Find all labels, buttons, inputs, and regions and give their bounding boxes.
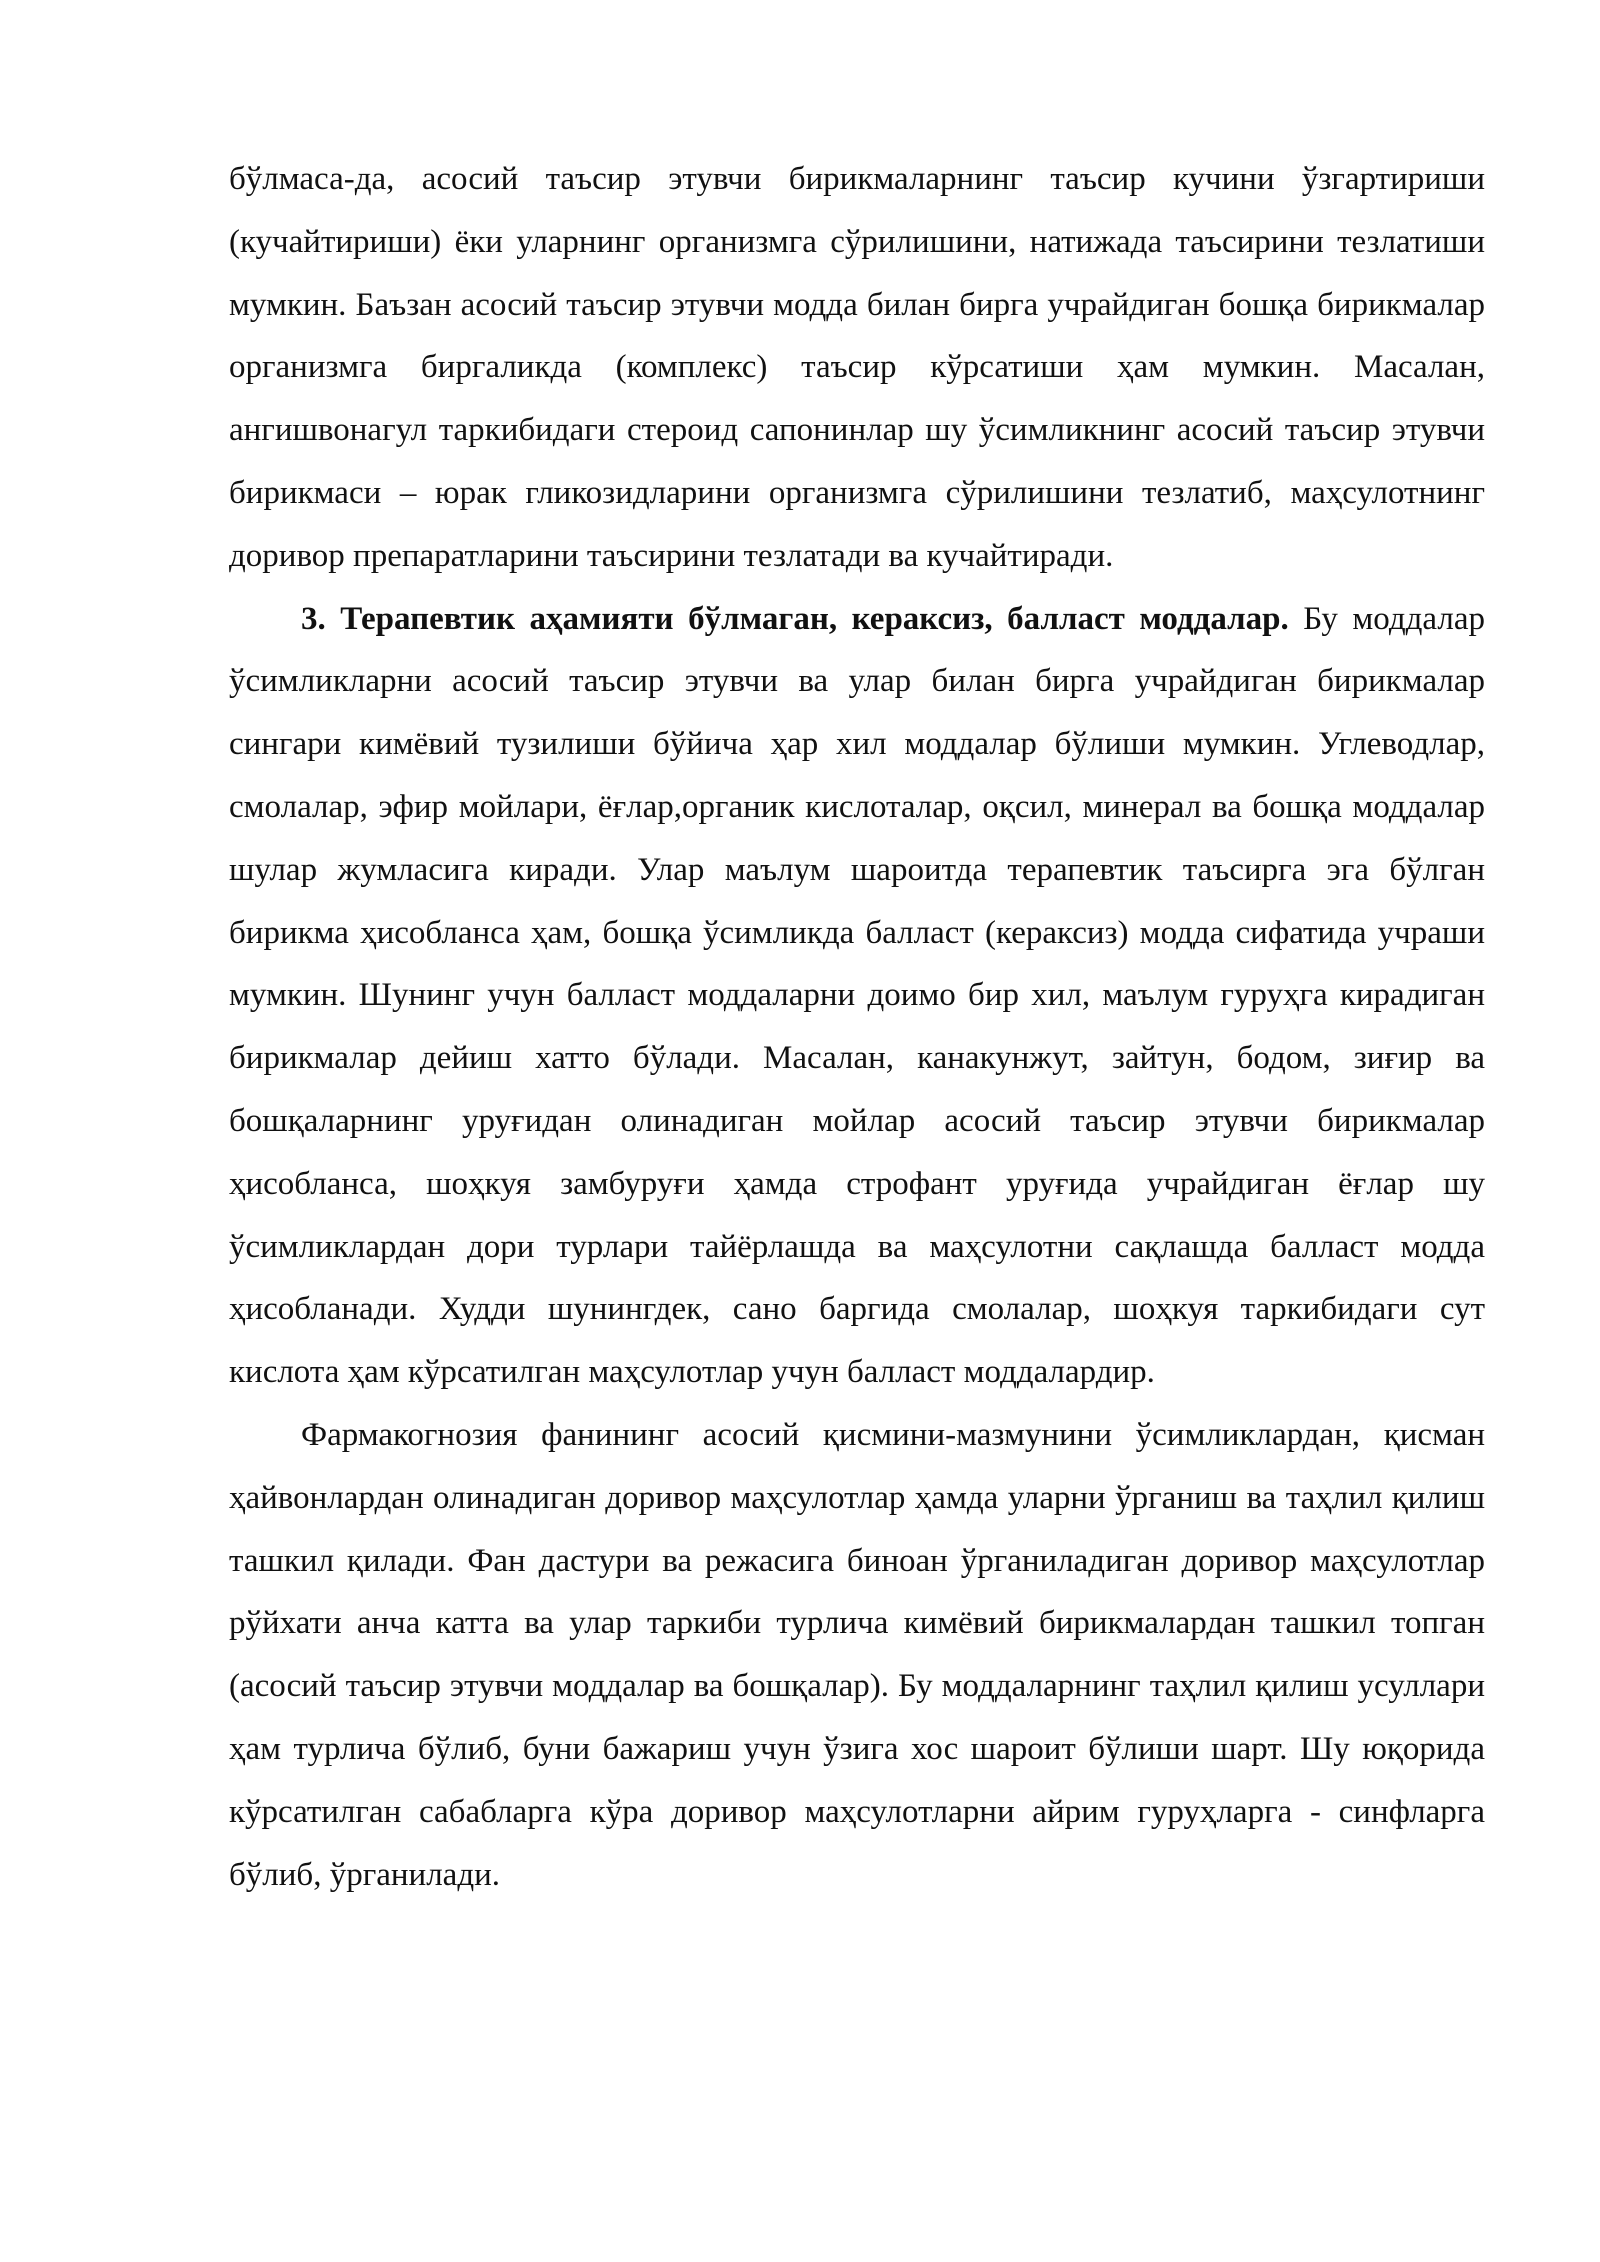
paragraph-pharmacognosy: Фармакогнозия фанининг асосий қисмини-мазмунини ўсимликлардан, қисман ҳайвонлардан олинадиган доривор маҳсулотлар ҳамда уларни ўрганиш ва таҳлил қилиш ташкил қилади. Фан дастури ва режасига биноан ўрганиладиган доривор маҳсулотлар рўйхати анча катта ва улар таркиби турлича кимёвий бирикмалардан ташкил топган (асосий таъсир этувчи моддалар ва бошқалар). Бу моддаларнинг таҳлил қилиш усуллари ҳам турлича бўлиб, буни бажариш учун ўзига хос шароит бўлиши шарт. Шу юқорида кўрсатилган сабабларга кўра доривор маҳсулотларни айрим гуруҳларга - синфларга бўлиб, ўрганилади. bbox=[229, 1416, 1485, 1893]
paragraph-continuation: бўлмаса-да, асосий таъсир этувчи бирикмаларнинг таъсир кучини ўзгартириши (кучайтириши) ёки уларнинг организмга сўрилишини, натижада таъсирини тезлатиши мумкин. Баъзан асосий таъсир этувчи модда билан бирга учрайдиган бошқа бирикмалар организмга биргаликда (комплекс) таъсир кўрсатиши ҳам мумкин. Масалан, ангишвонагул таркибидаги стероид сапонинлар шу ўсимликнинг асосий таъсир этувчи бирикмаси – юрак гликозидларини организмга сўрилишини тезлатиб, маҳсулотнинг доривор препаратларини таъсирини тезлатади ва кучайтиради. bbox=[229, 161, 1485, 574]
document-page bbox=[229, 148, 1485, 1906]
paragraph-ballast-substances bbox=[229, 588, 1485, 1404]
section-heading-3: 3. Терапевтик аҳамияти бўлмаган, кераксиз, балласт моддалар. bbox=[301, 600, 1289, 637]
paragraph-ballast-body: Бу моддалар ўсимликларни асосий таъсир этувчи ва улар билан бирга учрайдиган бирикмалар сингари кимёвий тузилиши бўйича ҳар хил моддалар бўлиши мумкин. Углеводлар, смолалар, эфир мойлари, ёғлар,органик кислоталар, оқсил, минерал ва бошқа моддалар шулар жумласига киради. Улар маълум шароитда терапевтик таъсирга эга бўлган бирикма ҳисобланса ҳам, бошқа ўсимликда балласт (кераксиз) модда сифатида учраши мумкин. Шунинг учун балласт моддаларни доимо бир хил, маълум гуруҳга кирадиган бирикмалар дейиш хатто бўлади. Масалан, канакунжут, зайтун, бодом, зиғир ва бошқаларнинг уруғидан олинадиган мойлар асосий таъсир этувчи бирикмалар ҳисобланса, шоҳкуя замбуруғи ҳамда строфант уруғида учрайдиган ёғлар шу ўсимликлардан дори турлари тайёрлашда ва маҳсулотни сақлашда балласт модда ҳисобланади. Худди шунингдек, сано баргида смолалар, шоҳкуя таркибидаги сут кислота ҳам кўрсатилган маҳсулотлар учун балласт моддалардир. bbox=[229, 600, 1485, 1391]
